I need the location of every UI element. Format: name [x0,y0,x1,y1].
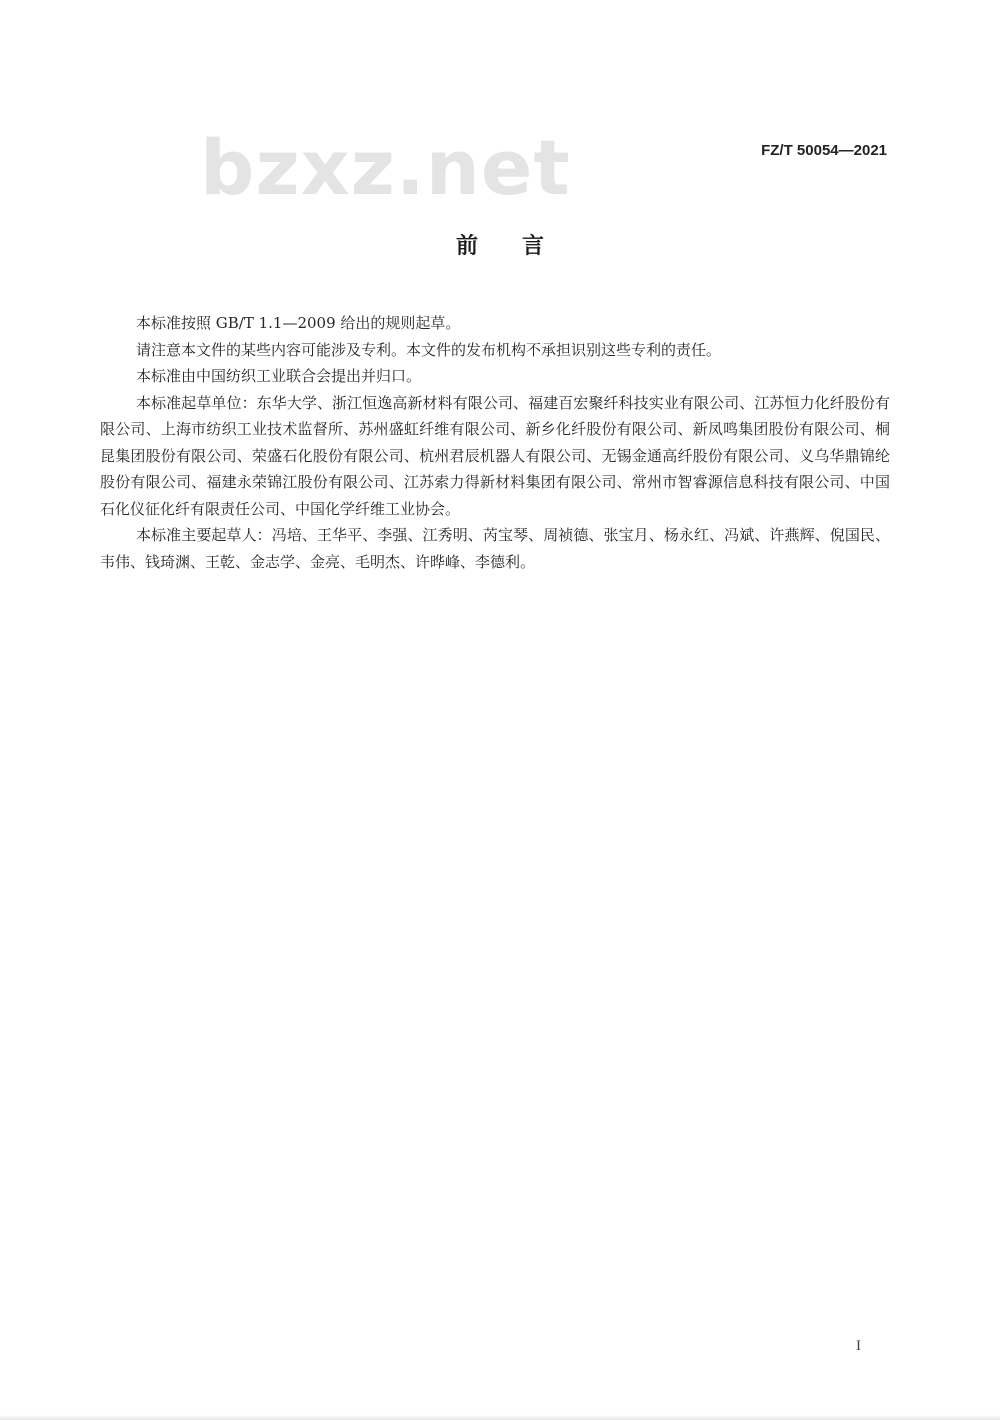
page-title: 前言 [455,234,588,259]
paragraph-drafting-units: 本标准起草单位：东华大学、浙江恒逸高新材料有限公司、福建百宏聚纤科技实业有限公司、江苏恒力化纤股份有限公司、上海市纺织工业技术监督所、苏州盛虹纤维有限公司、新乡化纤股份有限公司、新凤鸣集团股份有限公司、桐昆集团股份有限公司、荣盛石化股份有限公司、杭州君辰机器人有限公司、无锡金通高纤股份有限公司、义乌华鼎锦纶股份有限公司、福建永荣锦江股份有限公司、江苏索力得新材料集团有限公司、常州市智睿源信息科技有限公司、中国石化仪征化纤有限责任公司、中国化学纤维工业协会。 [100,393,890,518]
page-number: I [856,1338,861,1354]
paragraph-proposer: 本标准由中国纺织工业联合会提出并归口。 [136,367,422,385]
paragraph-drafting-rules: 本标准按照 GB/T 1.1—2009 给出的规则起草。 [136,314,461,332]
foreword-body [100,310,890,575]
paragraph-patent-notice: 请注意本文件的某些内容可能涉及专利。本文件的发布机构不承担识别这些专利的责任。 [136,340,722,359]
watermark: bzxz.net [200,123,571,212]
standard-code: FZ/T 50054—2021 [761,142,887,159]
paragraph-drafters: 本标准主要起草人：冯培、王华平、李强、江秀明、芮宝琴、周祯德、张宝月、杨永红、冯斌、许燕辉、倪国民、韦伟、钱琦渊、王乾、金志学、金亮、毛明杰、许晔峰、李德利。 [100,526,890,571]
page-bottom-edge [0,1415,1000,1420]
